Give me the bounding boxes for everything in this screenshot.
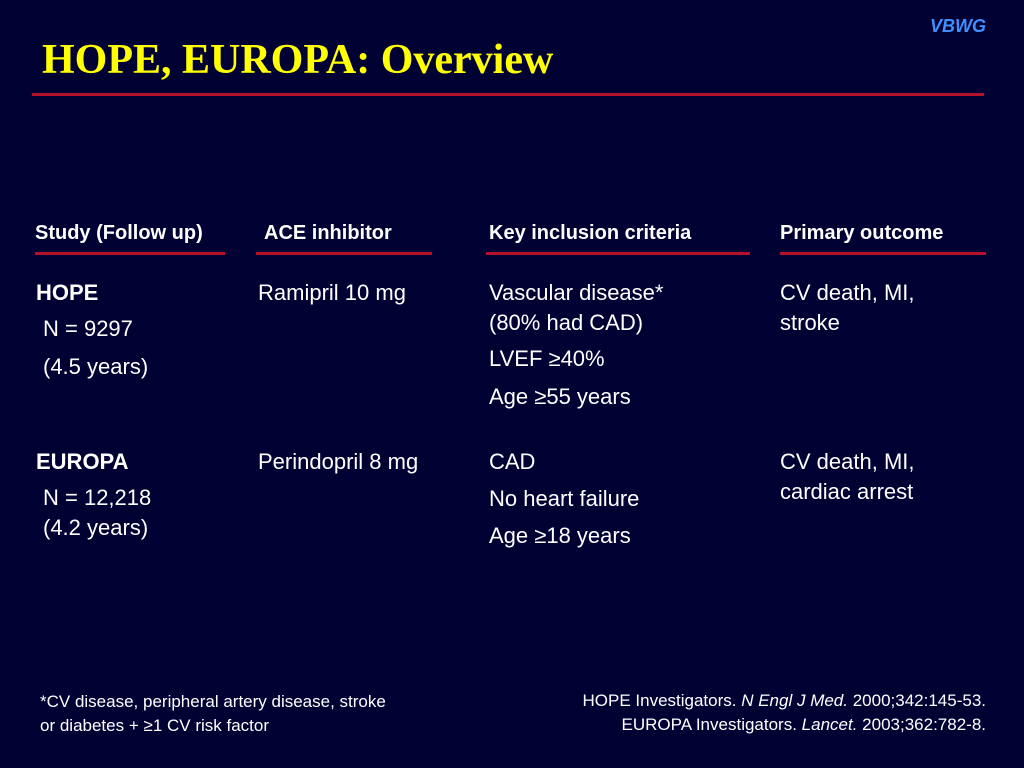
criteria-europa xyxy=(489,447,639,551)
study-n: N = 12,218 xyxy=(43,485,152,510)
criteria-item: Vascular disease* xyxy=(489,280,664,305)
criteria-item: (80% had CAD) xyxy=(489,310,644,335)
study-name: EUROPA xyxy=(36,449,129,474)
outcome-line: CV death, MI, xyxy=(780,280,915,305)
reference-citation: 2000;342:145-53. xyxy=(847,691,986,710)
study-followup: (4.5 years) xyxy=(43,354,149,379)
header-ace-inhibitor: ACE inhibitor xyxy=(264,222,392,244)
outcome-hope xyxy=(780,278,915,338)
header-inclusion-criteria: Key inclusion criteria xyxy=(489,222,692,244)
study-followup: (4.2 years) xyxy=(43,515,149,540)
outcome-line: stroke xyxy=(780,310,840,335)
ace-europa: Perindopril 8 mg xyxy=(258,449,419,474)
brand-label: VBWG xyxy=(930,16,986,36)
criteria-item: Age ≥55 years xyxy=(489,384,631,409)
criteria-item: LVEF ≥40% xyxy=(489,346,605,371)
study-europa xyxy=(36,447,151,543)
study-name: HOPE xyxy=(36,280,99,305)
outcome-line: CV death, MI, xyxy=(780,449,915,474)
outcome-line: cardiac arrest xyxy=(780,479,914,504)
reference-journal: N Engl J Med. xyxy=(741,691,848,710)
outcome-europa xyxy=(780,447,915,507)
ace-hope: Ramipril 10 mg xyxy=(258,280,406,305)
reference-authors: EUROPA Investigators. xyxy=(621,715,802,734)
reference-citation: 2003;362:782-8. xyxy=(857,715,986,734)
study-n: N = 9297 xyxy=(43,316,133,341)
footnote-line: *CV disease, peripheral artery disease, stroke xyxy=(40,692,386,711)
header-underline-outcome xyxy=(780,252,986,255)
criteria-item: Age ≥18 years xyxy=(489,523,631,548)
criteria-hope xyxy=(489,278,663,412)
header-underline-study xyxy=(35,252,225,255)
references xyxy=(582,689,986,737)
header-study: Study (Follow up) xyxy=(35,222,203,244)
study-hope xyxy=(36,278,148,382)
reference-authors: HOPE Investigators. xyxy=(582,691,742,710)
footnote-line: or diabetes + ≥1 CV risk factor xyxy=(40,716,270,735)
footnote xyxy=(40,690,386,738)
criteria-item: No heart failure xyxy=(489,486,640,511)
reference-journal: Lancet. xyxy=(801,715,858,734)
title-divider xyxy=(32,93,984,96)
header-underline-ace xyxy=(256,252,432,255)
header-primary-outcome: Primary outcome xyxy=(780,222,944,244)
criteria-item: CAD xyxy=(489,449,536,474)
header-underline-criteria xyxy=(486,252,750,255)
reference-europa xyxy=(582,713,986,737)
slide-title: HOPE, EUROPA: Overview xyxy=(42,37,554,83)
reference-hope xyxy=(582,689,986,713)
